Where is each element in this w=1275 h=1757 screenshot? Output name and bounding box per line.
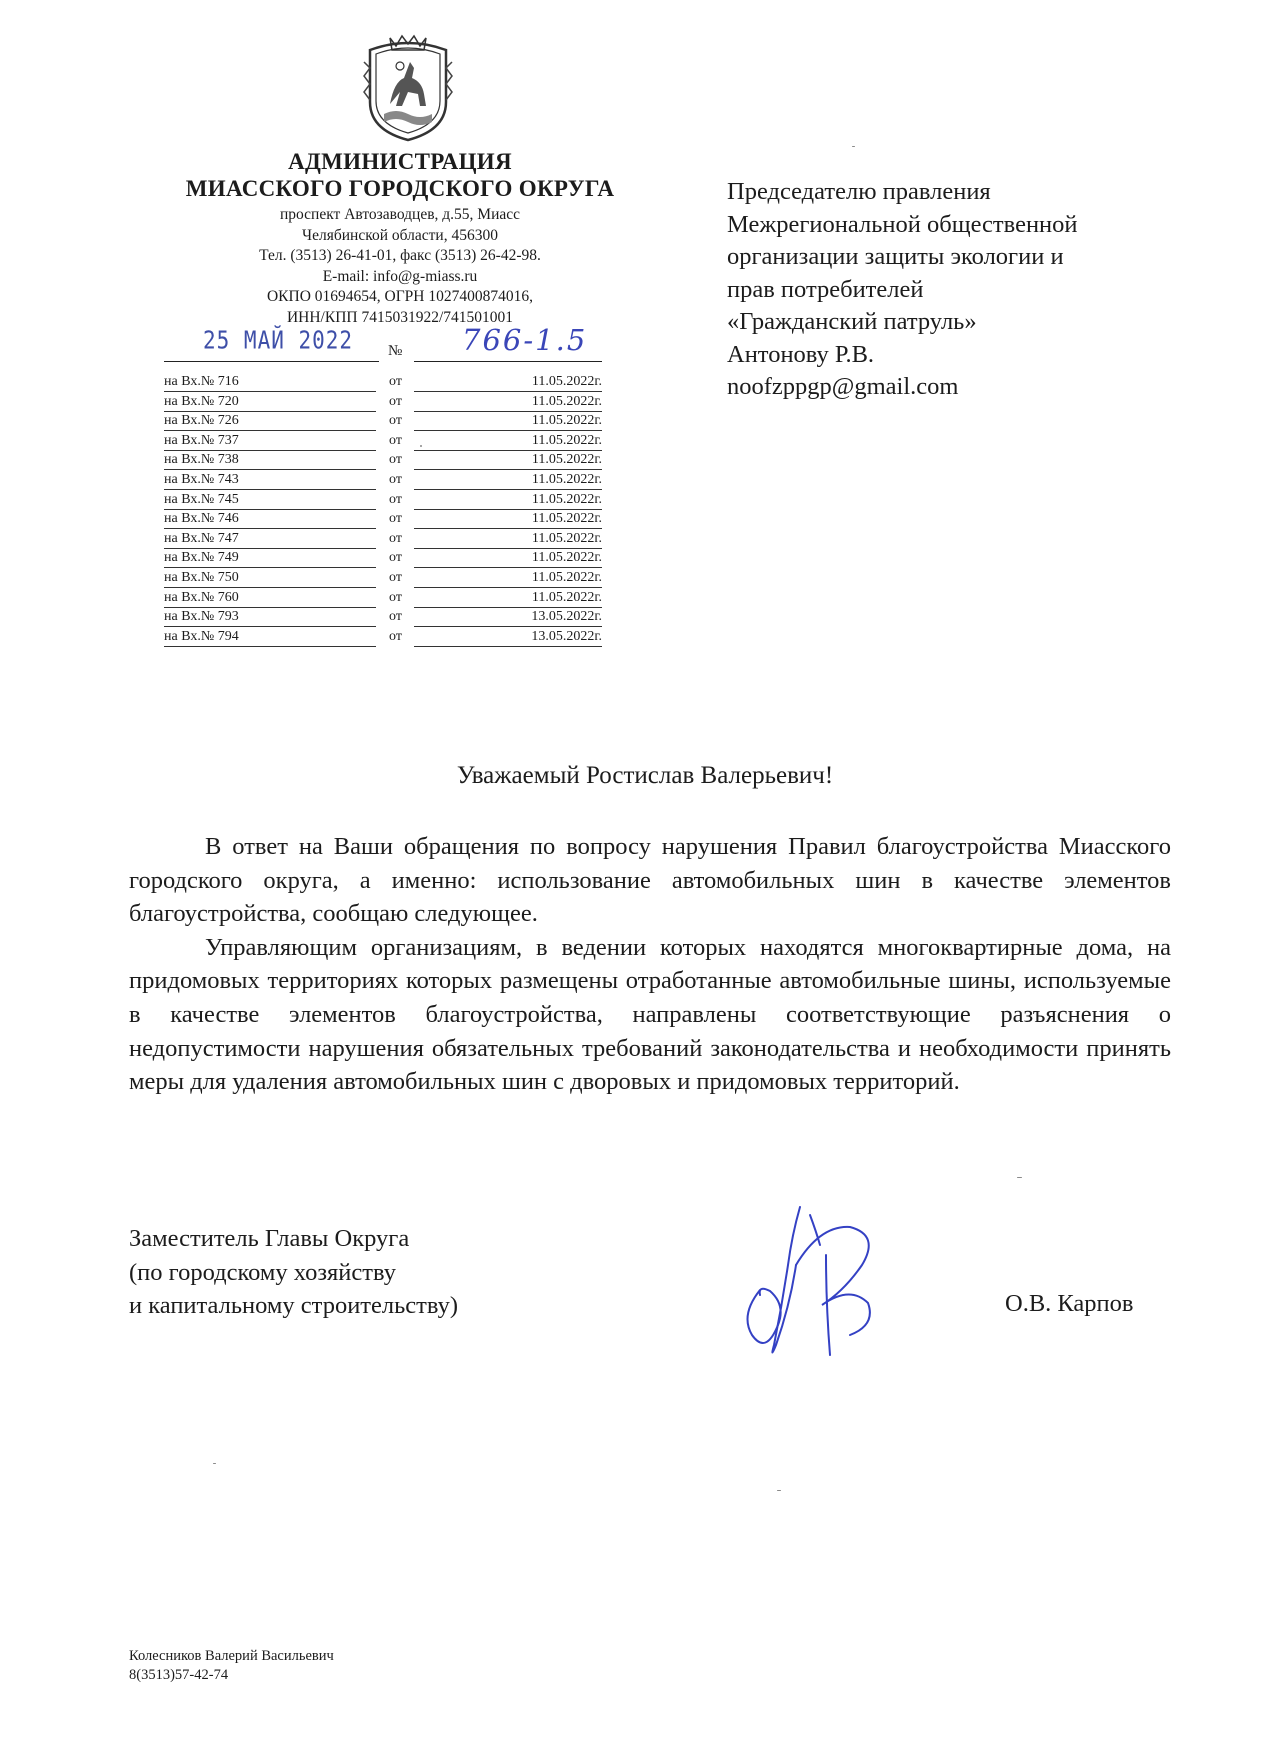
ref-ot: от xyxy=(389,609,402,625)
ref-number: на Вх.№ 760 xyxy=(164,589,376,608)
ref-row xyxy=(164,549,604,569)
ref-ot: от xyxy=(389,393,402,409)
ref-date: 11.05.2022г. xyxy=(414,549,602,568)
ref-row xyxy=(164,510,604,530)
ref-date: 11.05.2022г. xyxy=(414,373,602,392)
ref-ot: от xyxy=(389,511,402,527)
org-address: проспект Автозаводцев, д.55, Миасс xyxy=(279,206,521,223)
ref-row xyxy=(164,451,604,471)
ref-row xyxy=(164,589,604,609)
ref-row xyxy=(164,412,604,432)
ref-date: 13.05.2022г. xyxy=(414,628,602,647)
ref-number: на Вх.№ 743 xyxy=(164,471,376,490)
ref-number: на Вх.№ 749 xyxy=(164,549,376,568)
ref-date: 11.05.2022г. xyxy=(414,393,602,412)
ref-row xyxy=(164,628,604,648)
signatory-position-line: и капитальному строительству) xyxy=(129,1292,459,1320)
scan-speck xyxy=(777,1490,781,1491)
ref-ot: от xyxy=(389,589,402,605)
number-label: № xyxy=(388,343,403,359)
signatory-position-line: Заместитель Главы Округа xyxy=(129,1225,410,1252)
ref-number: на Вх.№ 726 xyxy=(164,412,376,431)
ref-row xyxy=(164,491,604,511)
date-underline xyxy=(164,360,379,362)
ref-ot: от xyxy=(389,413,402,429)
signatory-name: О.В. Карпов xyxy=(1005,1290,1134,1317)
ref-ot: от xyxy=(389,569,402,585)
ref-row xyxy=(164,569,604,589)
executor-info xyxy=(129,1647,334,1685)
executor-name: Колесников Валерий Васильевич xyxy=(129,1648,334,1664)
ref-number: на Вх.№ 794 xyxy=(164,628,376,647)
org-title-line1: АДМИНИСТРАЦИЯ xyxy=(288,149,512,174)
org-phone: Тел. (3513) 26-41-01, факс (3513) 26-42-98. xyxy=(259,247,541,264)
ref-row xyxy=(164,373,604,393)
ref-date: 11.05.2022г. xyxy=(414,589,602,608)
date-stamp: 25 МАЙ 2022 xyxy=(203,326,354,355)
ref-ot: от xyxy=(389,471,402,487)
executor-phone: 8(3513)57-42-74 xyxy=(129,1667,229,1683)
ref-date: 13.05.2022г. xyxy=(414,608,602,627)
ref-row xyxy=(164,608,604,628)
ref-date: 11.05.2022г. xyxy=(414,432,602,451)
ref-date: 11.05.2022г. xyxy=(414,530,602,549)
org-details xyxy=(160,205,640,328)
ref-date: 11.05.2022г. xyxy=(414,412,602,431)
org-codes: ОКПО 01694654, ОГРН 1027400874016, xyxy=(266,288,533,305)
number-underline xyxy=(414,360,602,362)
ref-row xyxy=(164,530,604,550)
ref-date: 11.05.2022г. xyxy=(414,569,602,588)
org-email: E-mail: info@g-miass.ru xyxy=(322,267,478,285)
addressee-line: «Гражданский патруль» xyxy=(727,308,977,335)
addressee-line: Председателю правления xyxy=(727,178,991,205)
ref-number: на Вх.№ 793 xyxy=(164,608,376,627)
ref-number: на Вх.№ 716 xyxy=(164,373,376,392)
addressee-name: Антонову Р.В. xyxy=(727,340,875,368)
ref-ot: от xyxy=(389,550,402,566)
org-region: Челябинской области, 456300 xyxy=(302,226,498,244)
scan-speck xyxy=(852,146,855,147)
ref-date: 11.05.2022г. xyxy=(414,491,602,510)
ref-number: на Вх.№ 747 xyxy=(164,530,376,549)
ref-number: на Вх.№ 750 xyxy=(164,569,376,588)
ref-ot: от xyxy=(389,374,402,389)
scan-speck xyxy=(213,1463,216,1464)
ref-row xyxy=(164,393,604,413)
ref-date: 11.05.2022г. xyxy=(414,451,602,470)
ref-date: 11.05.2022г. xyxy=(414,510,602,529)
body-paragraph: В ответ на Ваши обращения по вопросу нарушения Правил благоустройства Миасского городского округа, а именно: использование автомобильных шин в качестве элементов благоустройства, сообщаю следующее. xyxy=(129,833,1171,928)
signatory-position-line: (по городскому хозяйству xyxy=(129,1258,396,1286)
organization-letterhead xyxy=(160,148,640,328)
ref-number: на Вх.№ 720 xyxy=(164,393,376,412)
org-title-line2: МИАССКОГО ГОРОДСКОГО ОКРУГА xyxy=(185,176,615,201)
addressee-line: прав потребителей xyxy=(727,275,924,303)
letter-body xyxy=(129,830,1171,1099)
addressee-email: noofzppgp@gmail.com xyxy=(727,373,959,400)
ref-number: на Вх.№ 737 xyxy=(164,432,376,451)
addressee-line: организации защиты экологии и xyxy=(727,243,1064,270)
scan-speck xyxy=(1017,1177,1022,1178)
signatory-position xyxy=(129,1222,589,1323)
body-paragraph: Управляющим организациям, в ведении которых находятся многоквартирные дома, на придомовых территориях которых размещены отработанные автомобильные шины, используемые в качестве элементов благоустройства, направлены соответствующие разъяснения о недопустимости нарушения обязательных требований законодательства и необходимости принять меры для удаления автомобильных шин с дворовых и придомовых территорий. xyxy=(129,933,1171,1096)
addressee-line: Межрегиональной общественной xyxy=(727,210,1078,238)
addressee-block xyxy=(727,176,1207,404)
handwritten-signature xyxy=(730,1195,890,1370)
ref-ot: от xyxy=(389,491,402,507)
incoming-refs-table xyxy=(164,373,604,647)
ref-ot: от xyxy=(389,432,402,448)
ref-row xyxy=(164,471,604,491)
handwritten-outgoing-number: 766-1.5 xyxy=(462,323,588,357)
ref-ot: от xyxy=(389,628,402,644)
ref-number: на Вх.№ 746 xyxy=(164,510,376,529)
ref-ot: от xyxy=(389,530,402,546)
salutation: Уважаемый Ростислав Валерьевич! xyxy=(456,762,834,789)
ref-ot: от xyxy=(389,452,402,468)
org-inn: ИНН/КПП 7415031922/741501001 xyxy=(286,308,514,326)
scan-speck xyxy=(420,445,422,447)
ref-date: 11.05.2022г. xyxy=(414,471,602,490)
ref-number: на Вх.№ 738 xyxy=(164,451,376,470)
ref-row xyxy=(164,432,604,452)
ref-number: на Вх.№ 745 xyxy=(164,491,376,510)
coat-of-arms-emblem xyxy=(360,32,456,144)
